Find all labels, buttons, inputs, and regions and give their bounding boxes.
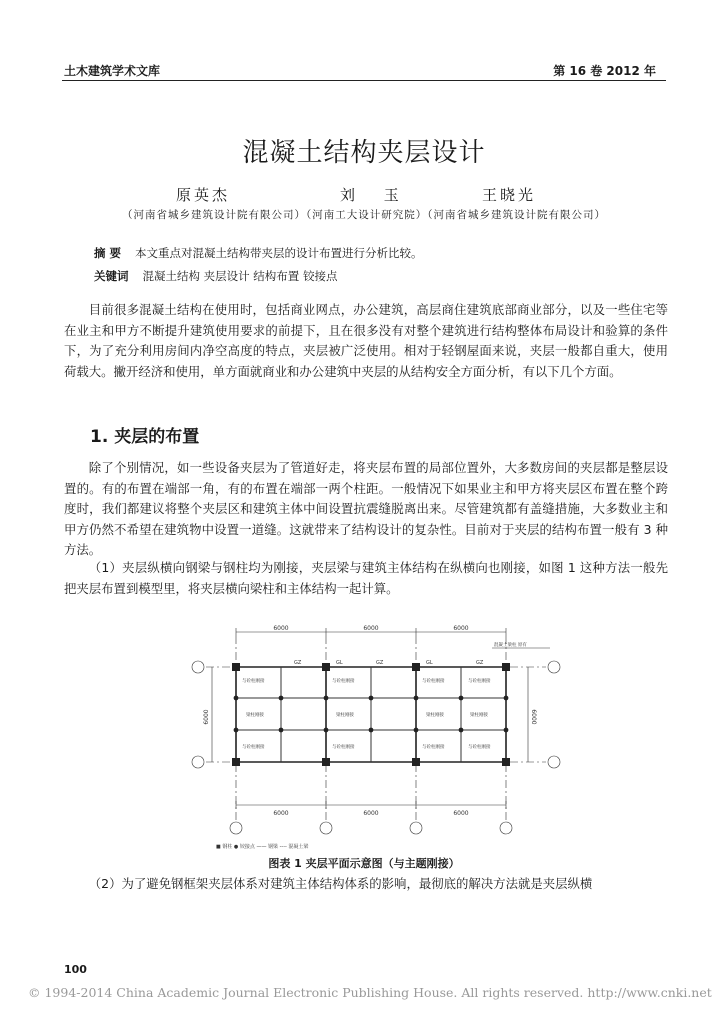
room-label-3: 与砼柱刚接: [422, 679, 445, 684]
room-label-8: 梁柱刚接: [470, 713, 488, 718]
section-1-heading: 1. 夹层的布置: [90, 427, 200, 447]
room-label-2: 与砼柱刚接: [332, 679, 355, 684]
room-label-1: 与砼柱刚接: [242, 679, 265, 684]
legend-tag: 混凝土梁柱 原有: [494, 643, 527, 648]
paragraph-4: （2）为了避免钢框架夹层体系对建筑主体结构体系的影响，最彻底的解决方法就是夹层纵横: [88, 876, 593, 891]
keywords-label: 关键词: [94, 269, 129, 283]
header-rule: [62, 80, 666, 81]
paper-title: 混凝土结构夹层设计: [242, 138, 486, 168]
keywords-text: 混凝土结构 夹层设计 结构布置 铰接点: [142, 269, 338, 283]
dim-top-1: 6000: [273, 625, 289, 632]
author-2: 刘 玉: [340, 186, 411, 204]
beam-label-3: GZ: [376, 660, 384, 666]
room-label-12: 与砼柱刚接: [468, 745, 491, 750]
dim-bottom-1: 6000: [273, 810, 289, 817]
paragraph-3: （1）夹层纵横向钢梁与钢柱均为刚接，夹层梁与建筑主体结构在纵横向也刚接，如图 1 这种方法一般先把夹层布置到模型里，将夹层横向梁柱和主体结构一起计算。: [64, 560, 668, 596]
abstract-text: 本文重点对混凝土结构带夹层的设计布置进行分析比较。: [135, 246, 423, 260]
beam-label-1: GZ: [294, 660, 302, 666]
figure-legend: ■ 钢柱 ● 铰接点 —— 钢梁 ---- 混凝土梁: [216, 844, 309, 850]
beam-label-2: GL: [336, 660, 343, 666]
copyright-footer: © 1994-2014 China Academic Journal Electronic Publishing House. All rights reserved. http://www.cnki.net: [28, 985, 712, 1000]
dim-bottom-2: 6000: [363, 810, 379, 817]
affiliations: （河南省城乡建筑设计院有限公司）（河南工大设计研究院）（河南省城乡建筑设计院有限公司）: [122, 209, 606, 221]
room-label-11: 与砼柱刚接: [422, 745, 445, 750]
room-label-6: 梁柱刚接: [336, 713, 354, 718]
room-label-5: 梁柱刚接: [246, 713, 264, 718]
room-label-10: 与砼柱刚接: [332, 745, 355, 750]
page-number: 100: [64, 963, 87, 976]
paragraph-2: 除了个别情况，如一些设备夹层为了管道好走，将夹层布置的局部位置外，大多数房间的夹层都是整层设置的。有的布置在端部一角，有的布置在端部一两个柱距。一般情况下如果业主和甲方将夹层区布置在整个跨度时，我们都建议将整个夹层区和建筑主体中间设置抗震缝脱离出来。尽管建筑都有盖缝措施，大多数业主和甲方仍然不希望在建筑物中设置一道缝。这就带来了结构设计的复杂性。目前对于夹层的结构布置一般有 3 种方法。: [64, 460, 668, 557]
room-label-7: 梁柱刚接: [426, 713, 444, 718]
journal-name: 土木建筑学术文库: [64, 64, 161, 78]
abstract: [94, 245, 423, 261]
author-3: 王晓光: [482, 186, 537, 204]
dim-side-left: 6000: [203, 709, 210, 725]
author-1: 原英杰: [176, 186, 231, 204]
room-label-9: 与砼柱刚接: [242, 745, 265, 750]
room-label-4: 与砼柱刚接: [468, 679, 491, 684]
dim-top-3: 6000: [453, 625, 469, 632]
volume-year: 第 16 卷 2012 年: [553, 64, 656, 78]
dim-top-2: 6000: [363, 625, 379, 632]
abstract-label: 摘 要: [94, 246, 122, 260]
beam-label-4: GL: [426, 660, 433, 666]
beam-label-5: GZ: [476, 660, 484, 666]
keywords: [94, 268, 337, 284]
floor-plan-figure: [176, 622, 576, 852]
figure-caption: 图表 1 夹层平面示意图（与主题刚接）: [268, 857, 460, 870]
dim-side-right: 6000: [530, 709, 537, 725]
dim-bottom-3: 6000: [453, 810, 469, 817]
intro-paragraph: 目前很多混凝土结构在使用时，包括商业网点，办公建筑，高层商住建筑底部商业部分，以及一些住宅等在业主和甲方不断提升建筑使用要求的前提下，且在很多没有对整个建筑进行结构整体布局设计和验算的条件下，为了充分利用房间内净空高度的特点，夹层被广泛使用。相对于轻钢屋面来说，夹层一般都自重大，使用荷载大。撇开经济和使用，单方面就商业和办公建筑中夹层的从结构安全方面分析，有以下几个方面。: [64, 302, 668, 379]
